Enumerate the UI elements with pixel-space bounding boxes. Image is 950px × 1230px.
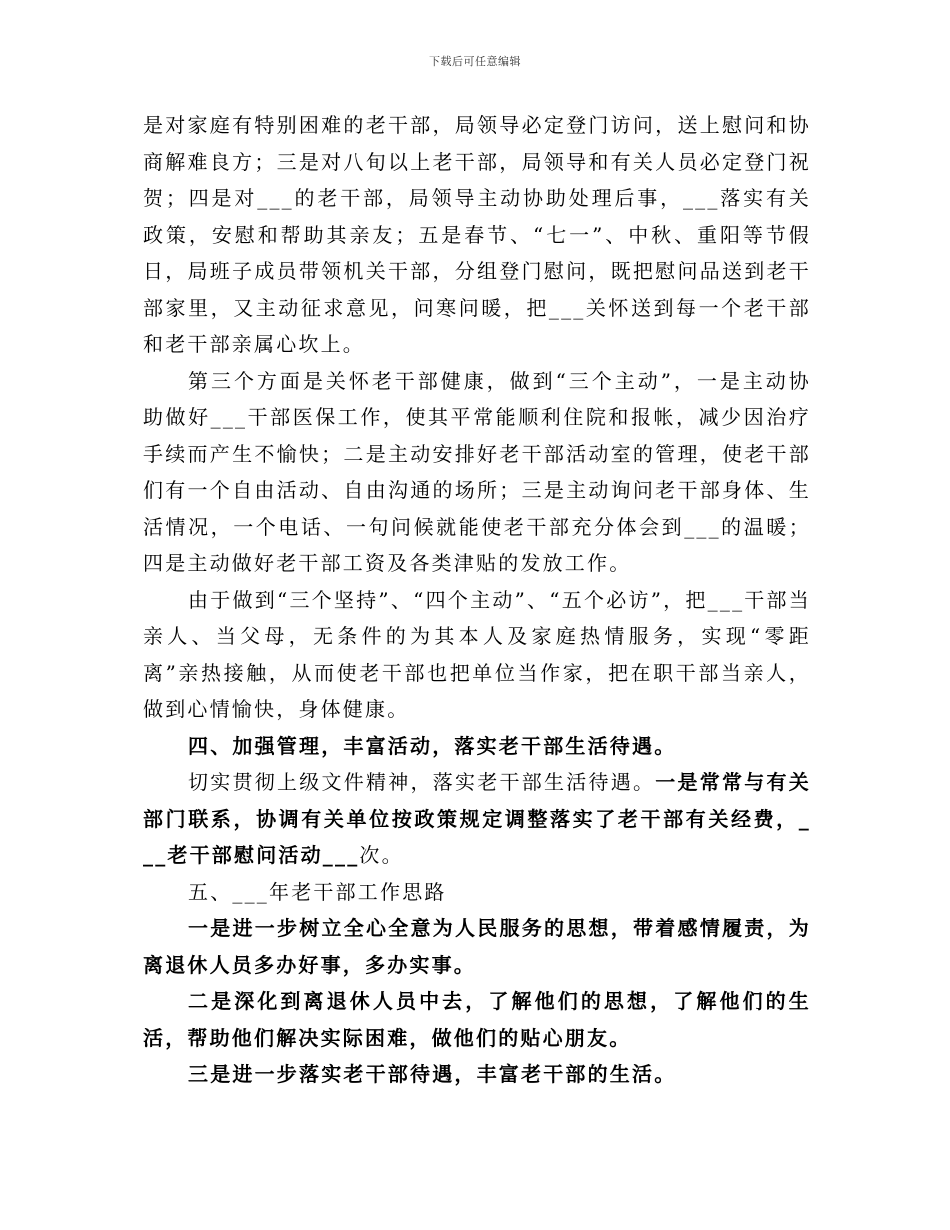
paragraph-idea-two: 二是深化到离退休人员中去，了解他们的思想，了解他们的生活，帮助他们解决实际困难，做他们的贴心朋友。 bbox=[143, 989, 811, 1050]
page-header: 下载后可任意编辑 bbox=[429, 55, 521, 68]
paragraph-idea-one: 一是进一步树立全心全意为人民服务的思想，带着感情履责，为离退休人员多办好事，多办实事。 bbox=[143, 916, 811, 977]
paragraph-visits: 是对家庭有特别困难的老干部，局领导必定登门访问，送上慰问和协商解难良方；三是对八旬以上老干部，局领导和有关人员必定登门祝贺；四是对___的老干部，局领导主动协助处理后事，___落实有关政策，安慰和帮助其亲友；五是春节、“七一”、中秋、重阳等节假日，局班子成员带领机关干部，分组登门慰问，既把慰问品送到老干部家里，又主动征求意见，问寒问暖，把___关怀送到每一个老干部和老干部亲属心坎上。 bbox=[143, 113, 811, 356]
paragraph-health: 第三个方面是关怀老干部健康，做到“三个主动”，一是主动协助做好___干部医保工作，使其平常能顺利住院和报帐，减少因治疗手续而产生不愉快；二是主动安排好老干部活动室的管理，使老干部们有一个自由活动、自由沟通的场所；三是主动询问老干部身体、生活情况，一个电话、一句问候就能使老干部充分体会到___的温暖；四是主动做好老干部工资及各类津贴的发放工作。 bbox=[143, 368, 811, 575]
section-heading-five: 五、___年老干部工作思路 bbox=[188, 879, 447, 904]
section-heading-four: 四、加强管理，丰富活动，落实老干部生活待遇。 bbox=[188, 733, 677, 758]
paragraph-idea-three: 三是进一步落实老干部待遇，丰富老干部的生活。 bbox=[188, 1062, 677, 1086]
management-lead-text: 切实贯彻上级文件精神，落实老干部生活待遇。 bbox=[188, 770, 656, 794]
paragraph-summary: 由于做到“三个坚持”、“四个主动”、“五个必访”，把___干部当亲人、当父母，无条件的为其本人及家庭热情服务，实现“零距离”亲热接触，从而使老干部也把单位当作家，把在职干部当亲人，做到心情愉快，身体健康。 bbox=[143, 587, 811, 721]
document-body bbox=[143, 107, 811, 1093]
paragraph-management bbox=[143, 764, 811, 874]
management-bold-text: 一是常常与有关部门联系，协调有关单位按政策规定调整落实了老干部有关经费，___老干部慰问活动___ bbox=[143, 770, 811, 867]
management-tail-text: 次。 bbox=[359, 843, 404, 867]
